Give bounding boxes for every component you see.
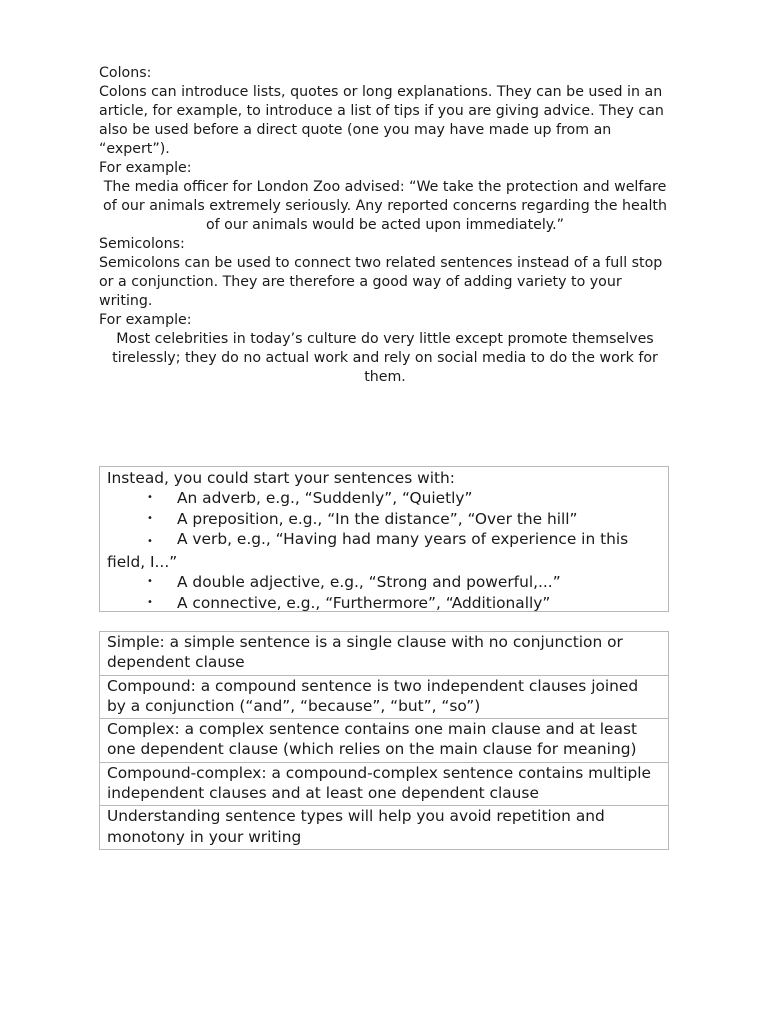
bullet-icon: • bbox=[147, 576, 153, 588]
semicolons-example-sentence: Most celebrities in today’s culture do very little except promote themselves tirelessly; they do no actual work and rely on social media to do the work for them. bbox=[112, 331, 658, 385]
list-item bbox=[107, 488, 660, 508]
colons-explanation: Colons can introduce lists, quotes or long explanations. They can be used in an article, for example, to introduce a list of tips if you are giving advice. They can also be used before a direct quote (one you may have made up from an “expert”). bbox=[99, 84, 664, 157]
sentence-starters-intro: Instead, you could start your sentences with: bbox=[107, 469, 455, 487]
table-row bbox=[100, 632, 669, 676]
punctuation-notes bbox=[99, 64, 671, 387]
semicolons-heading: Semicolons: bbox=[99, 236, 185, 252]
semicolons-explanation: Semicolons can be used to connect two related sentences instead of a full stop or a conjunction. They are therefore a good way of adding variety to your writing. bbox=[99, 255, 663, 309]
bullet-icon: • bbox=[147, 596, 153, 608]
colons-heading: Colons: bbox=[99, 65, 152, 81]
list-item bbox=[107, 509, 660, 529]
list-item-text: An adverb, e.g., “Suddenly”, “Quietly” bbox=[177, 489, 473, 508]
table-cell-complex: Complex: a complex sentence contains one main clause and at least one dependent clause (which relies on the main clause for meaning) bbox=[100, 719, 669, 763]
table-row bbox=[100, 762, 669, 806]
bullet-icon: • bbox=[147, 492, 153, 504]
table-row bbox=[100, 675, 669, 719]
list-item-text: A double adjective, e.g., “Strong and powerful,...” bbox=[177, 573, 561, 592]
table-row bbox=[100, 719, 669, 763]
bullet-icon: • bbox=[147, 512, 153, 524]
list-item bbox=[107, 572, 660, 592]
list-item bbox=[107, 593, 660, 613]
colons-example-label: For example: bbox=[99, 160, 192, 176]
list-item-text: A preposition, e.g., “In the distance”, “Over the hill” bbox=[177, 509, 578, 528]
table-cell-compound: Compound: a compound sentence is two independent clauses joined by a conjunction (“and”, “because”, “but”, “so”) bbox=[100, 675, 669, 719]
list-item-text: A connective, e.g., “Furthermore”, “Additionally” bbox=[177, 593, 551, 612]
table-cell-simple: Simple: a simple sentence is a single clause with no conjunction or dependent clause bbox=[100, 632, 669, 676]
table-cell-summary: Understanding sentence types will help you avoid repetition and monotony in your writing bbox=[100, 806, 669, 850]
sentence-types-table bbox=[99, 631, 669, 850]
sentence-starters-box bbox=[99, 466, 669, 612]
semicolons-example-label: For example: bbox=[99, 312, 192, 328]
list-item-text: A verb, e.g., “Having had many years of experience in this field, I...” bbox=[107, 529, 629, 572]
table-cell-compound-complex: Compound-complex: a compound-complex sentence contains multiple independent clauses and at least one dependent clause bbox=[100, 762, 669, 806]
list-item: • A verb, e.g., “Having had many years of experience in this field, I...” bbox=[107, 529, 629, 572]
table-row bbox=[100, 806, 669, 850]
colons-example-quote: The media officer for London Zoo advised: “We take the protection and welfare of our animals extremely seriously. Any reported concerns regarding the health of our animals would be acted upon immediately.” bbox=[103, 179, 667, 233]
